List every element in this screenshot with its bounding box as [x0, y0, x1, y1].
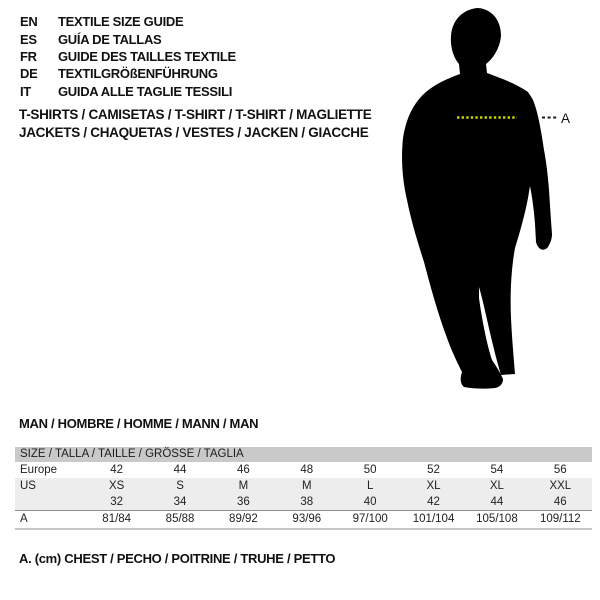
- cell: 48: [300, 463, 314, 476]
- category-block: [19, 106, 371, 141]
- cell: M: [275, 478, 338, 494]
- lang-code: DE: [20, 66, 38, 82]
- cell: XL: [402, 478, 465, 494]
- lang-code: ES: [20, 31, 37, 47]
- cell: 46: [529, 494, 592, 511]
- man-heading: MAN / HOMBRE / HOMME / MANN / MAN: [19, 416, 259, 431]
- cell: 109/112: [529, 511, 592, 530]
- category-jackets: JACKETS / CHAQUETAS / VESTES / JACKEN / GIACCHE: [19, 124, 369, 140]
- cell: 38: [275, 494, 338, 511]
- measure-label-a: A: [561, 111, 571, 126]
- cell: 50: [363, 463, 377, 476]
- man-silhouette-shape: [402, 8, 552, 389]
- row-label: Europe: [20, 463, 58, 476]
- cell: 42: [110, 463, 124, 476]
- cell: M: [212, 478, 275, 494]
- cell: 40: [339, 494, 402, 511]
- row-label: [15, 494, 85, 511]
- cell: 56: [553, 463, 567, 476]
- cell: L: [339, 478, 402, 494]
- size-table-header: SIZE / TALLA / TAILLE / GRÖSSE / TAGLIA: [15, 447, 592, 462]
- size-table: [15, 447, 592, 530]
- lang-row-es: [20, 30, 236, 47]
- cell: 34: [148, 494, 211, 511]
- cell: XXL: [529, 478, 592, 494]
- cell: XL: [465, 478, 528, 494]
- table-row-chest-a: [15, 511, 592, 530]
- lang-label: GUIDA ALLE TAGLIE TESSILI: [58, 83, 233, 99]
- cell: 46: [237, 463, 250, 476]
- cell: 42: [402, 494, 465, 511]
- table-row-europe: [15, 462, 592, 478]
- lang-label: GUÍA DE TALLAS: [58, 31, 162, 47]
- cell: 44: [465, 494, 528, 511]
- lang-label: TEXTILGRÖßENFÜHRUNG: [58, 66, 218, 82]
- table-row-us: [15, 478, 592, 494]
- man-silhouette-svg: [390, 0, 590, 400]
- cell: 89/92: [212, 511, 275, 530]
- cell: 93/96: [275, 511, 338, 530]
- cell: 85/88: [148, 511, 211, 530]
- row-label: A: [15, 511, 85, 530]
- cell: 101/104: [402, 511, 465, 530]
- lang-label: GUIDE DES TAILLES TEXTILE: [58, 48, 236, 64]
- lang-row-it: [20, 83, 236, 100]
- cell: 54: [490, 463, 504, 476]
- lang-row-en: [20, 13, 236, 30]
- lang-row-fr: [20, 48, 236, 65]
- table-row-alt-size: [15, 494, 592, 511]
- cell: 52: [427, 463, 440, 476]
- category-tshirts: T-SHIRTS / CAMISETAS / T-SHIRT / T-SHIRT / MAGLIETTE: [19, 107, 372, 122]
- lang-code: FR: [20, 48, 37, 64]
- lang-code: EN: [20, 14, 38, 30]
- size-table-header-row: [15, 447, 592, 462]
- cell: S: [148, 478, 211, 494]
- row-label: US: [15, 478, 85, 494]
- cell: 97/100: [339, 511, 402, 530]
- cell: 105/108: [465, 511, 528, 530]
- lang-row-de: [20, 65, 236, 82]
- cell: 32: [85, 494, 148, 511]
- cell: 36: [212, 494, 275, 511]
- language-guide-block: [20, 13, 236, 100]
- cell: XS: [85, 478, 148, 494]
- cell: 44: [173, 463, 187, 476]
- cell: 81/84: [85, 511, 148, 530]
- man-silhouette-figure: [390, 0, 590, 400]
- lang-code: IT: [20, 83, 31, 99]
- measure-legend-note: A. (cm) CHEST / PECHO / POITRINE / TRUHE / PETTO: [19, 551, 336, 566]
- lang-label: TEXTILE SIZE GUIDE: [58, 14, 184, 30]
